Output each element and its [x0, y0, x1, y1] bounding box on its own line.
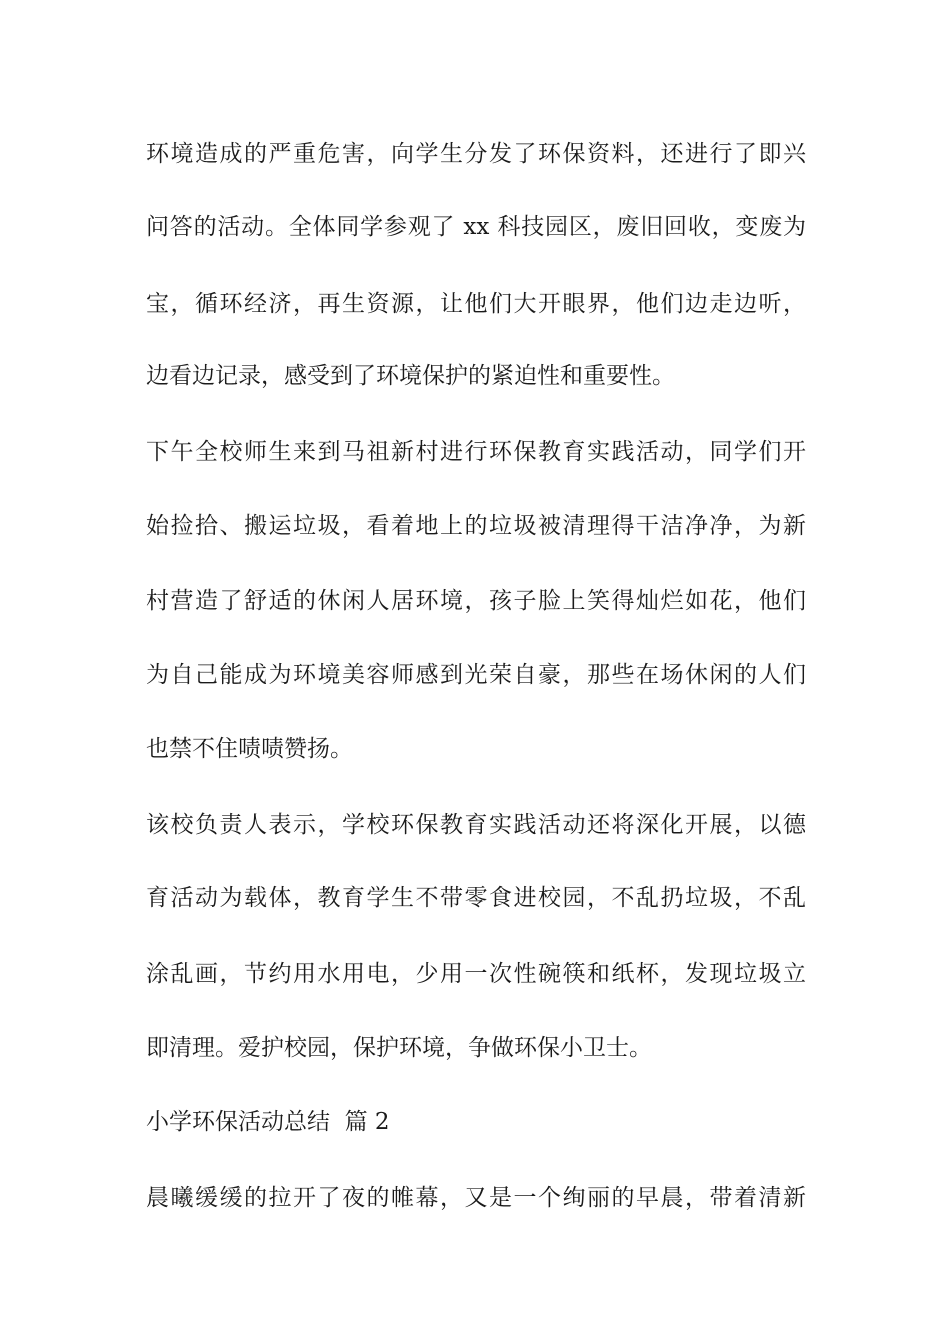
paragraph-line: 下午全校师生来到马祖新村进行环保教育实践活动，同学们开	[146, 439, 806, 465]
paragraph-line: 边看边记录，感受到了环境保护的紧迫性和重要性。	[146, 363, 675, 389]
paragraph-line: 为自己能成为环境美容师感到光荣自豪，那些在场休闲的人们	[146, 662, 806, 688]
section-heading: 小学环保活动总结 篇 2	[146, 1109, 390, 1135]
paragraph-line: 也禁不住啧啧赞扬。	[146, 736, 353, 762]
paragraph-line: 问答的活动。全体同学参观了 xx 科技园区，废旧回收，变废为	[146, 214, 806, 240]
paragraph-line: 育活动为载体，教育学生不带零食进校园，不乱扔垃圾，不乱	[146, 885, 806, 911]
paragraph-line: 晨曦缓缓的拉开了夜的帷幕，又是一个绚丽的早晨，带着清新	[146, 1185, 806, 1211]
paragraph-line: 即清理。爱护校园，保护环境，争做环保小卫士。	[146, 1035, 652, 1061]
paragraph-line: 该校负责人表示，学校环保教育实践活动还将深化开展，以德	[146, 812, 806, 838]
paragraph-line: 涂乱画，节约用水用电，少用一次性碗筷和纸杯，发现垃圾立	[146, 961, 806, 987]
paragraph-line: 宝，循环经济，再生资源，让他们大开眼界，他们边走边听，	[146, 291, 806, 317]
paragraph-line: 环境造成的严重危害，向学生分发了环保资料，还进行了即兴	[146, 141, 806, 167]
paragraph-line: 始捡拾、搬运垃圾，看着地上的垃圾被清理得干洁净净，为新	[146, 513, 806, 539]
paragraph-line: 村营造了舒适的休闲人居环境，孩子脸上笑得灿烂如花，他们	[146, 588, 806, 614]
